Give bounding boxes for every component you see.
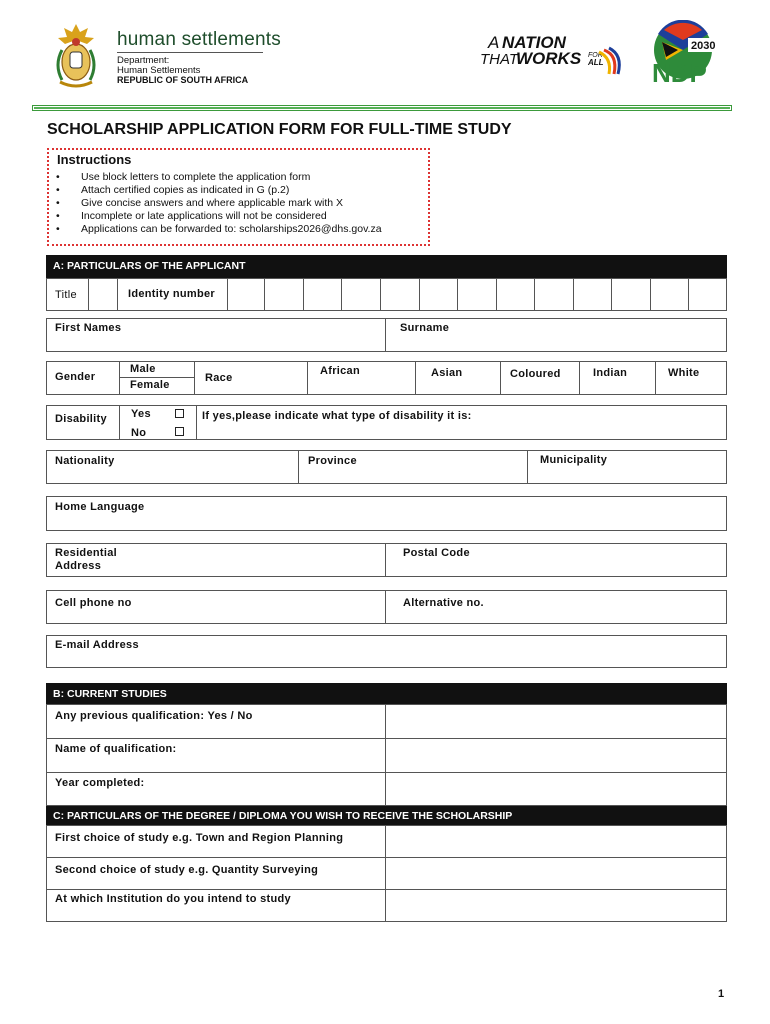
- country-name: REPUBLIC OF SOUTH AFRICA: [117, 75, 249, 85]
- alternative-number-label: Alternative no.: [403, 597, 484, 609]
- nationality-label: Nationality: [55, 455, 115, 467]
- department-subname: Human Settlements: [117, 65, 201, 76]
- surname-label: Surname: [400, 322, 450, 334]
- instruction-item: • Incomplete or late applications will not be considered: [56, 210, 327, 222]
- department-name: human settlements: [117, 29, 281, 50]
- nation-logo-for: FOR: [588, 52, 603, 59]
- nation-that-works-logo: [478, 30, 628, 80]
- qualification-name-label: Name of qualification:: [55, 743, 177, 755]
- instruction-item: • Use block letters to complete the application form: [56, 171, 311, 183]
- instructions-list: [56, 171, 382, 236]
- id-digit-box[interactable]: [341, 278, 381, 311]
- section-a-header: A: PARTICULARS OF THE APPLICANT: [46, 255, 727, 278]
- id-digit-box[interactable]: [496, 278, 535, 311]
- province-label: Province: [308, 455, 357, 467]
- year-completed-label: Year completed:: [55, 777, 145, 789]
- disability-yes-checkbox[interactable]: [175, 409, 184, 418]
- id-digit-box[interactable]: [303, 278, 342, 311]
- second-choice-label: Second choice of study e.g. Quantity Surveying: [55, 864, 319, 876]
- previous-qualification-label: Any previous qualification: Yes / No: [55, 710, 253, 722]
- home-language-label: Home Language: [55, 501, 145, 513]
- instruction-item: • Give concise answers and where applicable mark with X: [56, 197, 344, 209]
- race-african-label: African: [320, 365, 360, 377]
- institution-label: At which Institution do you intend to study: [55, 893, 291, 905]
- disability-no-checkbox[interactable]: [175, 427, 184, 436]
- id-digit-box[interactable]: [457, 278, 497, 311]
- institution-input[interactable]: [386, 890, 726, 921]
- id-digit-box[interactable]: [688, 278, 727, 311]
- instruction-item: • Attach certified copies as indicated in G (p.2): [56, 184, 290, 196]
- postal-code-label: Postal Code: [403, 547, 470, 559]
- ndp-text: NDP: [652, 58, 707, 86]
- race-label: Race: [205, 372, 233, 384]
- email-field[interactable]: [46, 635, 727, 668]
- disability-label: Disability: [55, 413, 107, 425]
- disability-yes-label: Yes: [131, 408, 151, 420]
- id-digit-box[interactable]: [380, 278, 420, 311]
- department-rule: [117, 52, 263, 53]
- disability-no-label: No: [131, 427, 147, 439]
- nation-logo-all: ALL: [588, 58, 604, 67]
- id-digit-box[interactable]: [650, 278, 689, 311]
- email-label: E-mail Address: [55, 639, 139, 651]
- year-completed-input[interactable]: [386, 773, 726, 805]
- ndp-2030-logo: [644, 20, 722, 86]
- gender-label: Gender: [55, 371, 96, 383]
- id-digit-box[interactable]: [419, 278, 458, 311]
- first-names-label: First Names: [55, 322, 122, 334]
- nation-logo-works: WORKS: [516, 49, 582, 68]
- female-label: Female: [130, 379, 170, 391]
- residential-address-label: Residential: [55, 547, 117, 559]
- title-input[interactable]: [88, 278, 118, 311]
- nation-logo-that: THAT: [480, 51, 519, 68]
- second-choice-input[interactable]: [386, 858, 726, 889]
- title-label: Title: [55, 289, 77, 301]
- id-digit-box[interactable]: [227, 278, 265, 311]
- nation-logo-a: A: [488, 33, 500, 52]
- previous-qualification-input[interactable]: [386, 705, 726, 738]
- ndp-year: 2030: [691, 40, 716, 52]
- cell-phone-label: Cell phone no: [55, 597, 132, 609]
- disability-type-label: If yes,please indicate what type of disability it is:: [202, 410, 472, 422]
- municipality-label: Municipality: [540, 454, 608, 466]
- section-b-header: B: CURRENT STUDIES: [46, 683, 727, 705]
- coat-of-arms-logo: [50, 20, 102, 92]
- first-choice-input[interactable]: [386, 826, 726, 857]
- male-label: Male: [130, 363, 156, 375]
- race-indian-label: Indian: [593, 367, 628, 379]
- instructions-heading: Instructions: [57, 152, 132, 167]
- id-digit-box[interactable]: [611, 278, 651, 311]
- qualification-name-input[interactable]: [386, 739, 726, 772]
- first-choice-label: First choice of study e.g. Town and Region Planning: [55, 832, 344, 844]
- page-number: 1: [718, 988, 725, 1000]
- instruction-item: • Applications can be forwarded to: scholarships2026@dhs.gov.za: [56, 223, 382, 235]
- section-c-header: C: PARTICULARS OF THE DEGREE / DIPLOMA YOU WISH TO RECEIVE THE SCHOLARSHIP: [46, 806, 727, 826]
- form-title: SCHOLARSHIP APPLICATION FORM FOR FULL-TIME STUDY: [47, 121, 512, 138]
- id-digit-box[interactable]: [264, 278, 304, 311]
- home-language-field[interactable]: [46, 496, 727, 531]
- header-divider-fill: [34, 107, 730, 109]
- race-white-label: White: [668, 367, 700, 379]
- nation-logo-nation: NATION: [502, 33, 566, 52]
- department-label: Department:: [117, 55, 170, 66]
- race-asian-label: Asian: [431, 367, 463, 379]
- race-coloured-label: Coloured: [510, 368, 561, 380]
- id-digit-box[interactable]: [534, 278, 574, 311]
- identity-number-label: Identity number: [128, 288, 216, 300]
- id-digit-box[interactable]: [573, 278, 612, 311]
- residential-address-label-2: Address: [55, 560, 102, 572]
